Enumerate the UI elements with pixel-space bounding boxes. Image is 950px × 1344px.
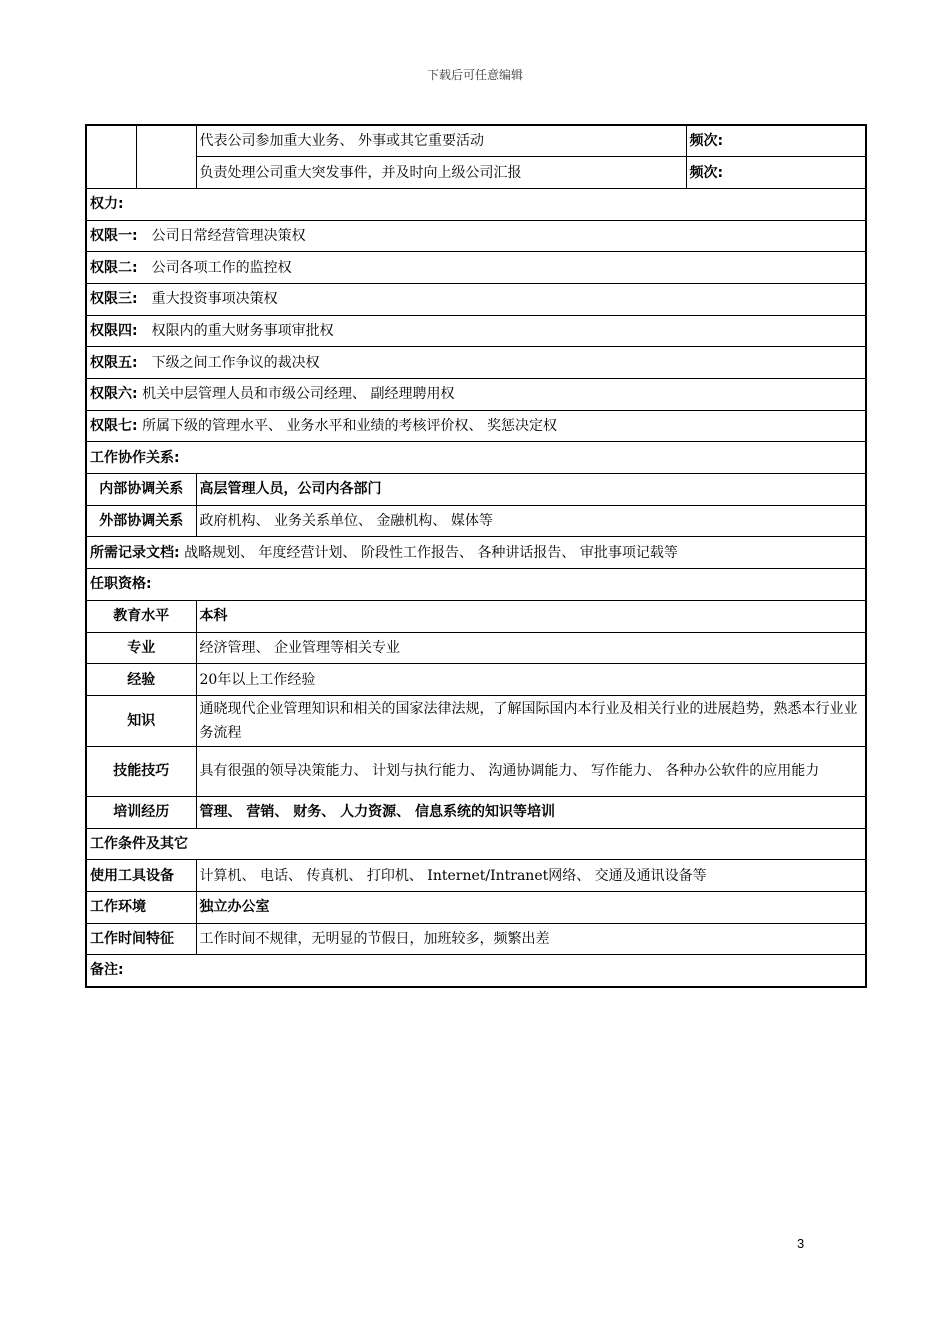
duty-row	[86, 157, 866, 189]
qualification-label: 专业	[86, 632, 196, 664]
power-text: 公司日常经营管理决策权	[151, 227, 306, 244]
relation-row-internal	[86, 474, 866, 506]
power-label: 权限二:	[90, 259, 138, 276]
qualification-value: 20年以上工作经验	[196, 664, 866, 696]
records-label: 所需记录文档:	[90, 544, 180, 561]
duty-text: 负责处理公司重大突发事件，并及时向上级公司汇报	[196, 157, 686, 189]
condition-value: 独立办公室	[196, 891, 866, 923]
power-text: 所属下级的管理水平、 业务水平和业绩的考核评价权、 奖惩决定权	[142, 418, 557, 435]
power-label: 权限四:	[90, 322, 138, 339]
power-row	[86, 347, 866, 379]
condition-label: 使用工具设备	[86, 860, 196, 892]
condition-label: 工作时间特征	[86, 923, 196, 955]
qualification-value: 经济管理、 企业管理等相关专业	[196, 632, 866, 664]
relations-section-header	[86, 442, 866, 474]
duty-category-cell	[136, 125, 196, 188]
condition-value: 计算机、 电话、 传真机、 打印机、 Internet/Intranet网络、 交通及通讯设备等	[196, 860, 866, 892]
qualification-row	[86, 796, 866, 828]
conditions-title: 工作条件及其它	[86, 828, 866, 860]
duty-text: 代表公司参加重大业务、 外事或其它重要活动	[196, 125, 686, 157]
job-description-table	[85, 124, 867, 988]
duty-row	[86, 125, 866, 157]
power-label: 权限一:	[90, 227, 138, 244]
qualification-value: 本科	[196, 600, 866, 632]
power-label: 权限五:	[90, 354, 138, 371]
power-row	[86, 379, 866, 411]
duty-frequency: 频次:	[686, 125, 866, 157]
conditions-section-header	[86, 828, 866, 860]
condition-value: 工作时间不规律，无明显的节假日，加班较多，频繁出差	[196, 923, 866, 955]
internal-relation-value: 高层管理人员，公司内各部门	[196, 474, 866, 506]
qualification-label: 知识	[86, 695, 196, 746]
external-relation-label: 外部协调关系	[86, 505, 196, 537]
records-value: 战略规划、 年度经营计划、 阶段性工作报告、 各种讲话报告、 审批事项记载等	[184, 544, 678, 561]
internal-relation-label: 内部协调关系	[86, 474, 196, 506]
power-text: 重大投资事项决策权	[151, 291, 278, 308]
duty-frequency: 频次:	[686, 157, 866, 189]
power-row	[86, 283, 866, 315]
power-text: 机关中层管理人员和市级公司经理、 副经理聘用权	[142, 386, 455, 403]
qualifications-section-header	[86, 569, 866, 601]
power-row	[86, 410, 866, 442]
power-row	[86, 220, 866, 252]
condition-label: 工作环境	[86, 891, 196, 923]
power-label: 权限六:	[90, 386, 138, 403]
duty-index-cell	[86, 125, 136, 188]
relation-row-external	[86, 505, 866, 537]
power-row	[86, 252, 866, 284]
qualification-label: 教育水平	[86, 600, 196, 632]
qualification-value: 管理、 营销、 财务、 人力资源、 信息系统的知识等培训	[196, 796, 866, 828]
qualification-label: 经验	[86, 664, 196, 696]
qualification-value: 具有很强的领导决策能力、 计划与执行能力、 沟通协调能力、 写作能力、 各种办公软件的应用能力	[196, 746, 866, 796]
qualification-value: 通晓现代企业管理知识和相关的国家法律法规，了解国际国内本行业及相关行业的进展趋势，熟悉本行业业务流程	[196, 695, 866, 746]
power-text: 下级之间工作争议的裁决权	[151, 354, 320, 371]
condition-row	[86, 923, 866, 955]
records-row	[86, 537, 866, 569]
condition-row	[86, 891, 866, 923]
qualifications-title: 任职资格:	[86, 569, 866, 601]
power-label: 权限七:	[90, 418, 138, 435]
qualification-row	[86, 695, 866, 746]
relations-title: 工作协作关系:	[86, 442, 866, 474]
qualification-label: 培训经历	[86, 796, 196, 828]
page-header-note: 下载后可任意编辑	[426, 68, 523, 82]
qualification-row	[86, 746, 866, 796]
qualification-label: 技能技巧	[86, 746, 196, 796]
qualification-row	[86, 632, 866, 664]
remarks-label: 备注:	[86, 955, 866, 987]
remarks-row	[86, 955, 866, 987]
qualification-row	[86, 600, 866, 632]
power-label: 权限三:	[90, 291, 138, 308]
condition-row	[86, 860, 866, 892]
powers-section-header	[86, 188, 866, 220]
external-relation-value: 政府机构、 业务关系单位、 金融机构、 媒体等	[196, 505, 866, 537]
powers-title: 权力:	[86, 188, 866, 220]
power-text: 公司各项工作的监控权	[151, 259, 292, 276]
page-number: 3	[797, 1236, 805, 1251]
power-row	[86, 315, 866, 347]
qualification-row	[86, 664, 866, 696]
power-text: 权限内的重大财务事项审批权	[151, 322, 334, 339]
